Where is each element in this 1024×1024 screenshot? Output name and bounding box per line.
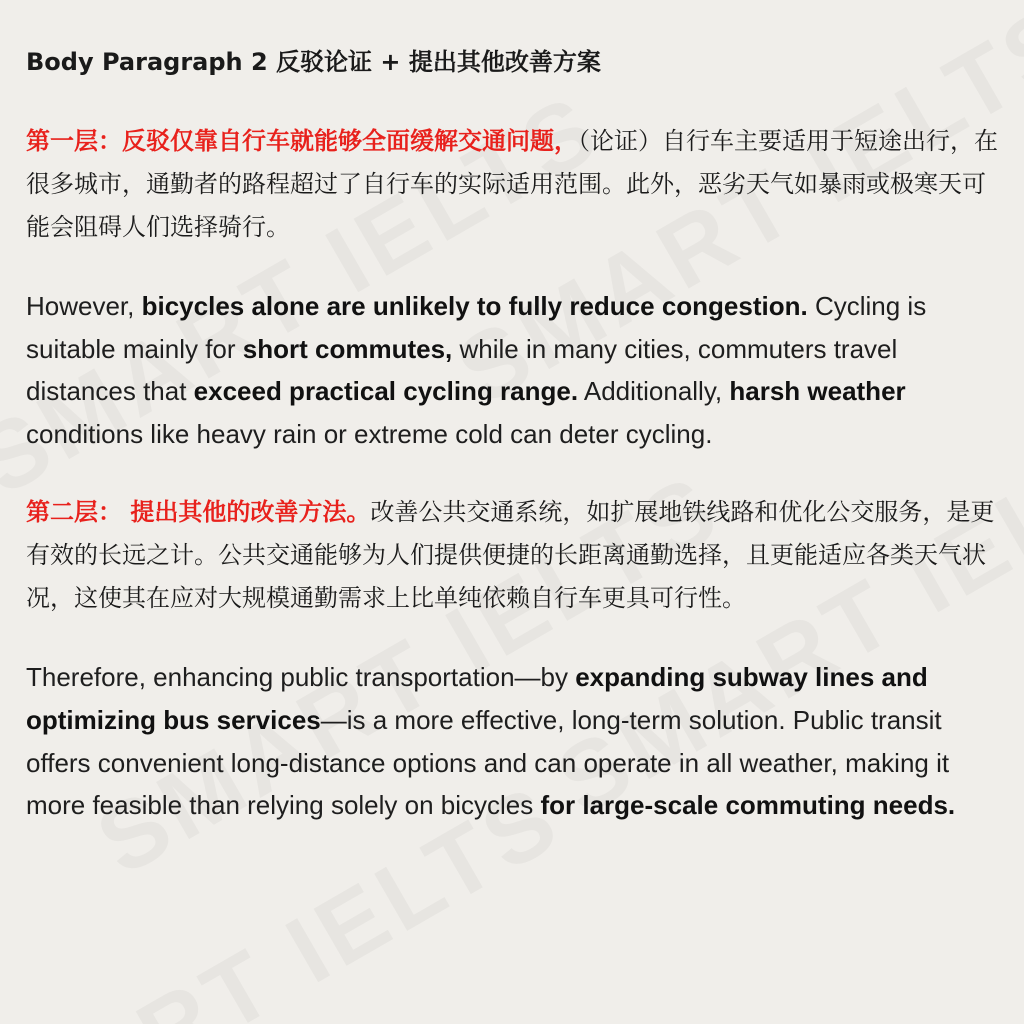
en1-bold-4: harsh weather: [729, 376, 906, 407]
document-page: [26, 40, 1001, 863]
en2-bold-1: expanding subway lines and optimizing bus services: [26, 662, 928, 735]
layer2-text: 改善公共交通系统，如扩展地铁线路和优化公交服务，是更有效的长远之计。公共交通能够为人们提供便捷的长距离通勤选择，且更能适应各类天气状况，这使其在应对大规模通勤需求上比单纯依赖自行车更具可行性。: [26, 498, 995, 613]
en1-text-1: However,: [26, 291, 142, 321]
en1-text-3: while in many cities, commuters travel distances that: [26, 333, 898, 407]
layer2-heading: 第二层： 提出其他的改善方法。: [26, 498, 371, 527]
layer1-text: （论证）自行车主要适用于短途出行，在很多城市，通勤者的路程超过了自行车的实际适用范围。此外，恶劣天气如暴雨或极寒天可能会阻碍人们选择骑行。: [26, 127, 998, 241]
en2-text-1: Therefore, enhancing public transportation—by: [26, 662, 576, 693]
en1-bold-2: short commutes,: [242, 333, 453, 364]
layer2-paragraph: [26, 491, 1001, 620]
en2-text-2: —is a more effective, long-term solution. Public transit offers convenient long-distance options and can operate in all weather, making it more feasible than relying solely on bicycles: [26, 704, 950, 821]
page-title: Body Paragraph 2 反驳论证 + 提出其他改善方案: [26, 48, 601, 76]
en1-text-5: conditions like heavy rain or extreme cold can deter cycling.: [26, 418, 713, 449]
en2-bold-2: for large-scale commuting needs.: [540, 790, 956, 821]
en1-bold-3: exceed practical cycling range.: [193, 376, 579, 407]
en1-text-2: Cycling is suitable mainly for: [26, 291, 927, 364]
en1-text-4: Additionally,: [578, 376, 730, 407]
en1-bold-1: bicycles alone are unlikely to fully reduce congestion.: [141, 291, 808, 321]
layer1-heading: 第一层：反驳仅靠自行车就能够全面缓解交通问题，: [26, 127, 578, 155]
english-paragraph-2: [26, 656, 1001, 826]
layer1-paragraph: [26, 120, 1001, 249]
english-paragraph-1: [26, 285, 1001, 455]
